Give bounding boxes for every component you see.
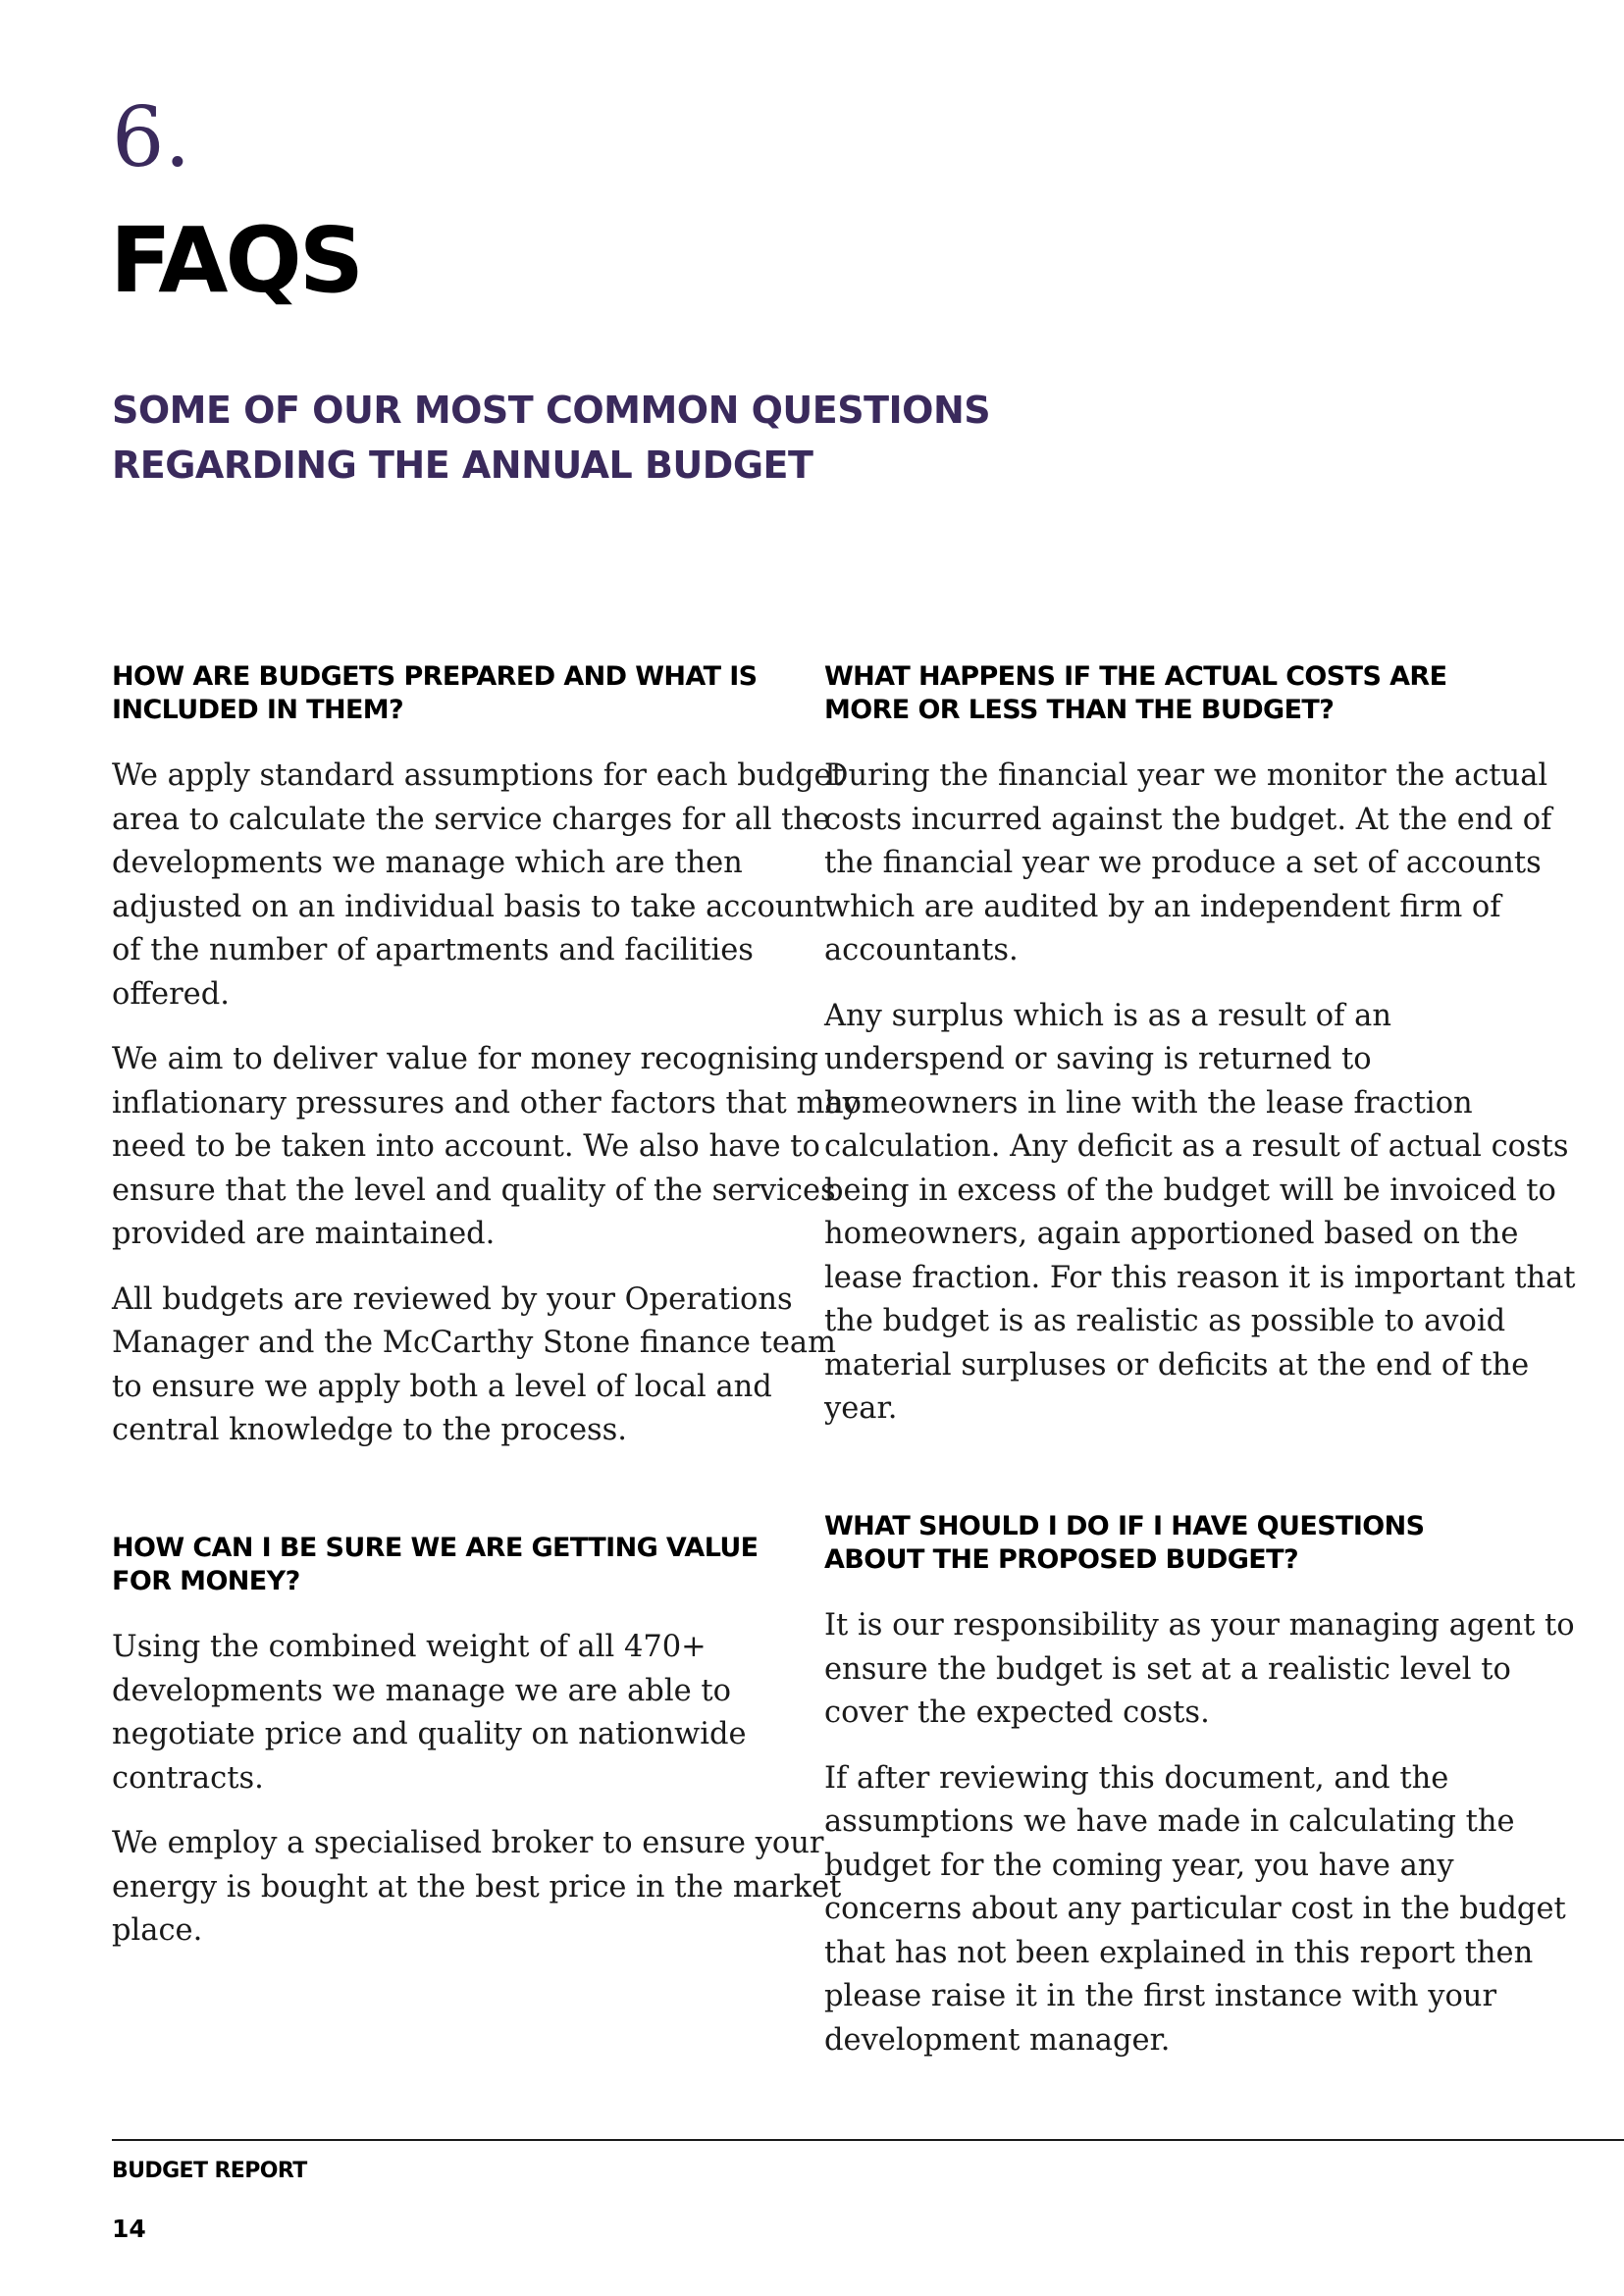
subtitle-line: SOME OF OUR MOST COMMON QUESTIONS — [112, 389, 991, 432]
text-line: We aim to deliver value for money recognising — [112, 1042, 819, 1076]
faq-question-line: HOW CAN I BE SURE WE ARE GETTING VALUE — [112, 1533, 759, 1563]
faq-paragraph — [112, 755, 844, 1017]
text-line: accountants. — [824, 933, 1019, 967]
footer-report-label: BUDGET REPORT — [112, 2159, 307, 2183]
faq-paragraph — [824, 1604, 1575, 1736]
text-line: developments we manage which are then — [112, 846, 743, 880]
faq-paragraph — [112, 1626, 779, 1800]
text-line: ensure the budget is set at a realistic level to — [824, 1651, 1511, 1687]
text-line: being in excess of the budget will be invoiced to — [824, 1173, 1556, 1208]
faq-paragraph — [824, 755, 1552, 973]
faq-paragraph — [112, 1278, 836, 1453]
text-line: underspend or saving is returned to — [824, 1042, 1372, 1076]
text-line: negotiate price and quality on nationwide — [112, 1717, 747, 1751]
faq-question-line: WHAT SHOULD I DO IF I HAVE QUESTIONS — [824, 1511, 1425, 1541]
text-line: Any surplus which is as a result of an — [824, 998, 1391, 1033]
text-line: If after reviewing this document, and the — [824, 1760, 1449, 1796]
text-line: developments we manage we are able to — [112, 1673, 731, 1708]
faq-paragraph — [824, 1757, 1566, 2063]
faq-question — [112, 660, 779, 727]
page-number: 14 — [112, 2215, 146, 2243]
text-line: central knowledge to the process. — [112, 1413, 627, 1447]
faq-actual-costs-vs-budget — [824, 660, 1576, 1453]
faq-question — [824, 1510, 1492, 1577]
text-line: assumptions we have made in calculating the — [824, 1804, 1515, 1839]
faq-question-line: ABOUT THE PROPOSED BUDGET? — [824, 1544, 1299, 1575]
faq-paragraph — [112, 1038, 860, 1257]
faq-question — [112, 1532, 779, 1598]
text-line: the financial year we produce a set of accounts — [824, 846, 1542, 880]
text-line: adjusted on an individual basis to take account — [112, 889, 826, 924]
text-line: year. — [824, 1391, 898, 1426]
text-line: of the number of apartments and facilities — [112, 933, 754, 967]
faq-question-line: INCLUDED IN THEM? — [112, 695, 404, 725]
page-title: FAQS — [110, 208, 361, 313]
text-line: homeowners in line with the lease fraction — [824, 1085, 1473, 1121]
faq-question-line: HOW ARE BUDGETS PREPARED AND WHAT IS — [112, 661, 758, 692]
section-number: 6. — [112, 89, 191, 185]
text-line: that has not been explained in this report then — [824, 1935, 1534, 1970]
text-line: please raise it in the first instance with your — [824, 1979, 1497, 2013]
text-line: lease fraction. For this reason it is important that — [824, 1260, 1576, 1295]
text-line: We employ a specialised broker to ensure your — [112, 1826, 824, 1860]
subtitle-line: REGARDING THE ANNUAL BUDGET — [112, 444, 813, 487]
faq-how-budgets-prepared — [112, 660, 860, 1475]
text-line: budget for the coming year, you have any — [824, 1848, 1454, 1883]
text-line: homeowners, again apportioned based on the — [824, 1217, 1519, 1251]
footer-divider — [112, 2139, 1624, 2141]
faq-question-line: MORE OR LESS THAN THE BUDGET? — [824, 695, 1335, 725]
text-line: cover the expected costs. — [824, 1696, 1210, 1730]
text-line: Manager and the McCarthy Stone finance team — [112, 1326, 836, 1360]
text-line: which are audited by an independent firm of — [824, 889, 1501, 924]
text-line: material surpluses or deficits at the end of the — [824, 1347, 1530, 1383]
text-line: Using the combined weight of all 470+ — [112, 1630, 707, 1664]
text-line: to ensure we apply both a level of local and — [112, 1369, 772, 1404]
text-line: place. — [112, 1913, 203, 1948]
text-line: inflationary pressures and other factors that may — [112, 1085, 860, 1121]
text-line: We apply standard assumptions for each budget — [112, 758, 844, 793]
faq-question-line: FOR MONEY? — [112, 1566, 300, 1596]
faq-value-for-money — [112, 1532, 842, 1975]
text-line: concerns about any particular cost in the budget — [824, 1892, 1566, 1926]
faq-questions-about-budget — [824, 1510, 1575, 2084]
text-line: energy is bought at the best price in the market — [112, 1869, 842, 1905]
text-line: the budget is as realistic as possible to avoid — [824, 1304, 1506, 1338]
text-line: contracts. — [112, 1760, 264, 1796]
text-line: It is our responsibility as your managing agent to — [824, 1608, 1575, 1643]
faq-question-line: WHAT HAPPENS IF THE ACTUAL COSTS ARE — [824, 661, 1447, 692]
faq-paragraph — [112, 1822, 842, 1954]
text-line: costs incurred against the budget. At the end of — [824, 802, 1552, 837]
text-line: During the financial year we monitor the actual — [824, 758, 1548, 793]
text-line: need to be taken into account. We also have to — [112, 1129, 820, 1164]
text-line: ensure that the level and quality of the services — [112, 1173, 836, 1208]
faq-question — [824, 660, 1492, 727]
page-subtitle — [112, 383, 1093, 493]
faq-paragraph — [824, 995, 1576, 1432]
text-line: development manager. — [824, 2022, 1171, 2058]
text-line: area to calculate the service charges for all the — [112, 802, 831, 837]
text-line: calculation. Any deficit as a result of actual costs — [824, 1129, 1569, 1164]
text-line: offered. — [112, 976, 230, 1012]
text-line: provided are maintained. — [112, 1217, 496, 1251]
text-line: All budgets are reviewed by your Operations — [112, 1281, 793, 1317]
